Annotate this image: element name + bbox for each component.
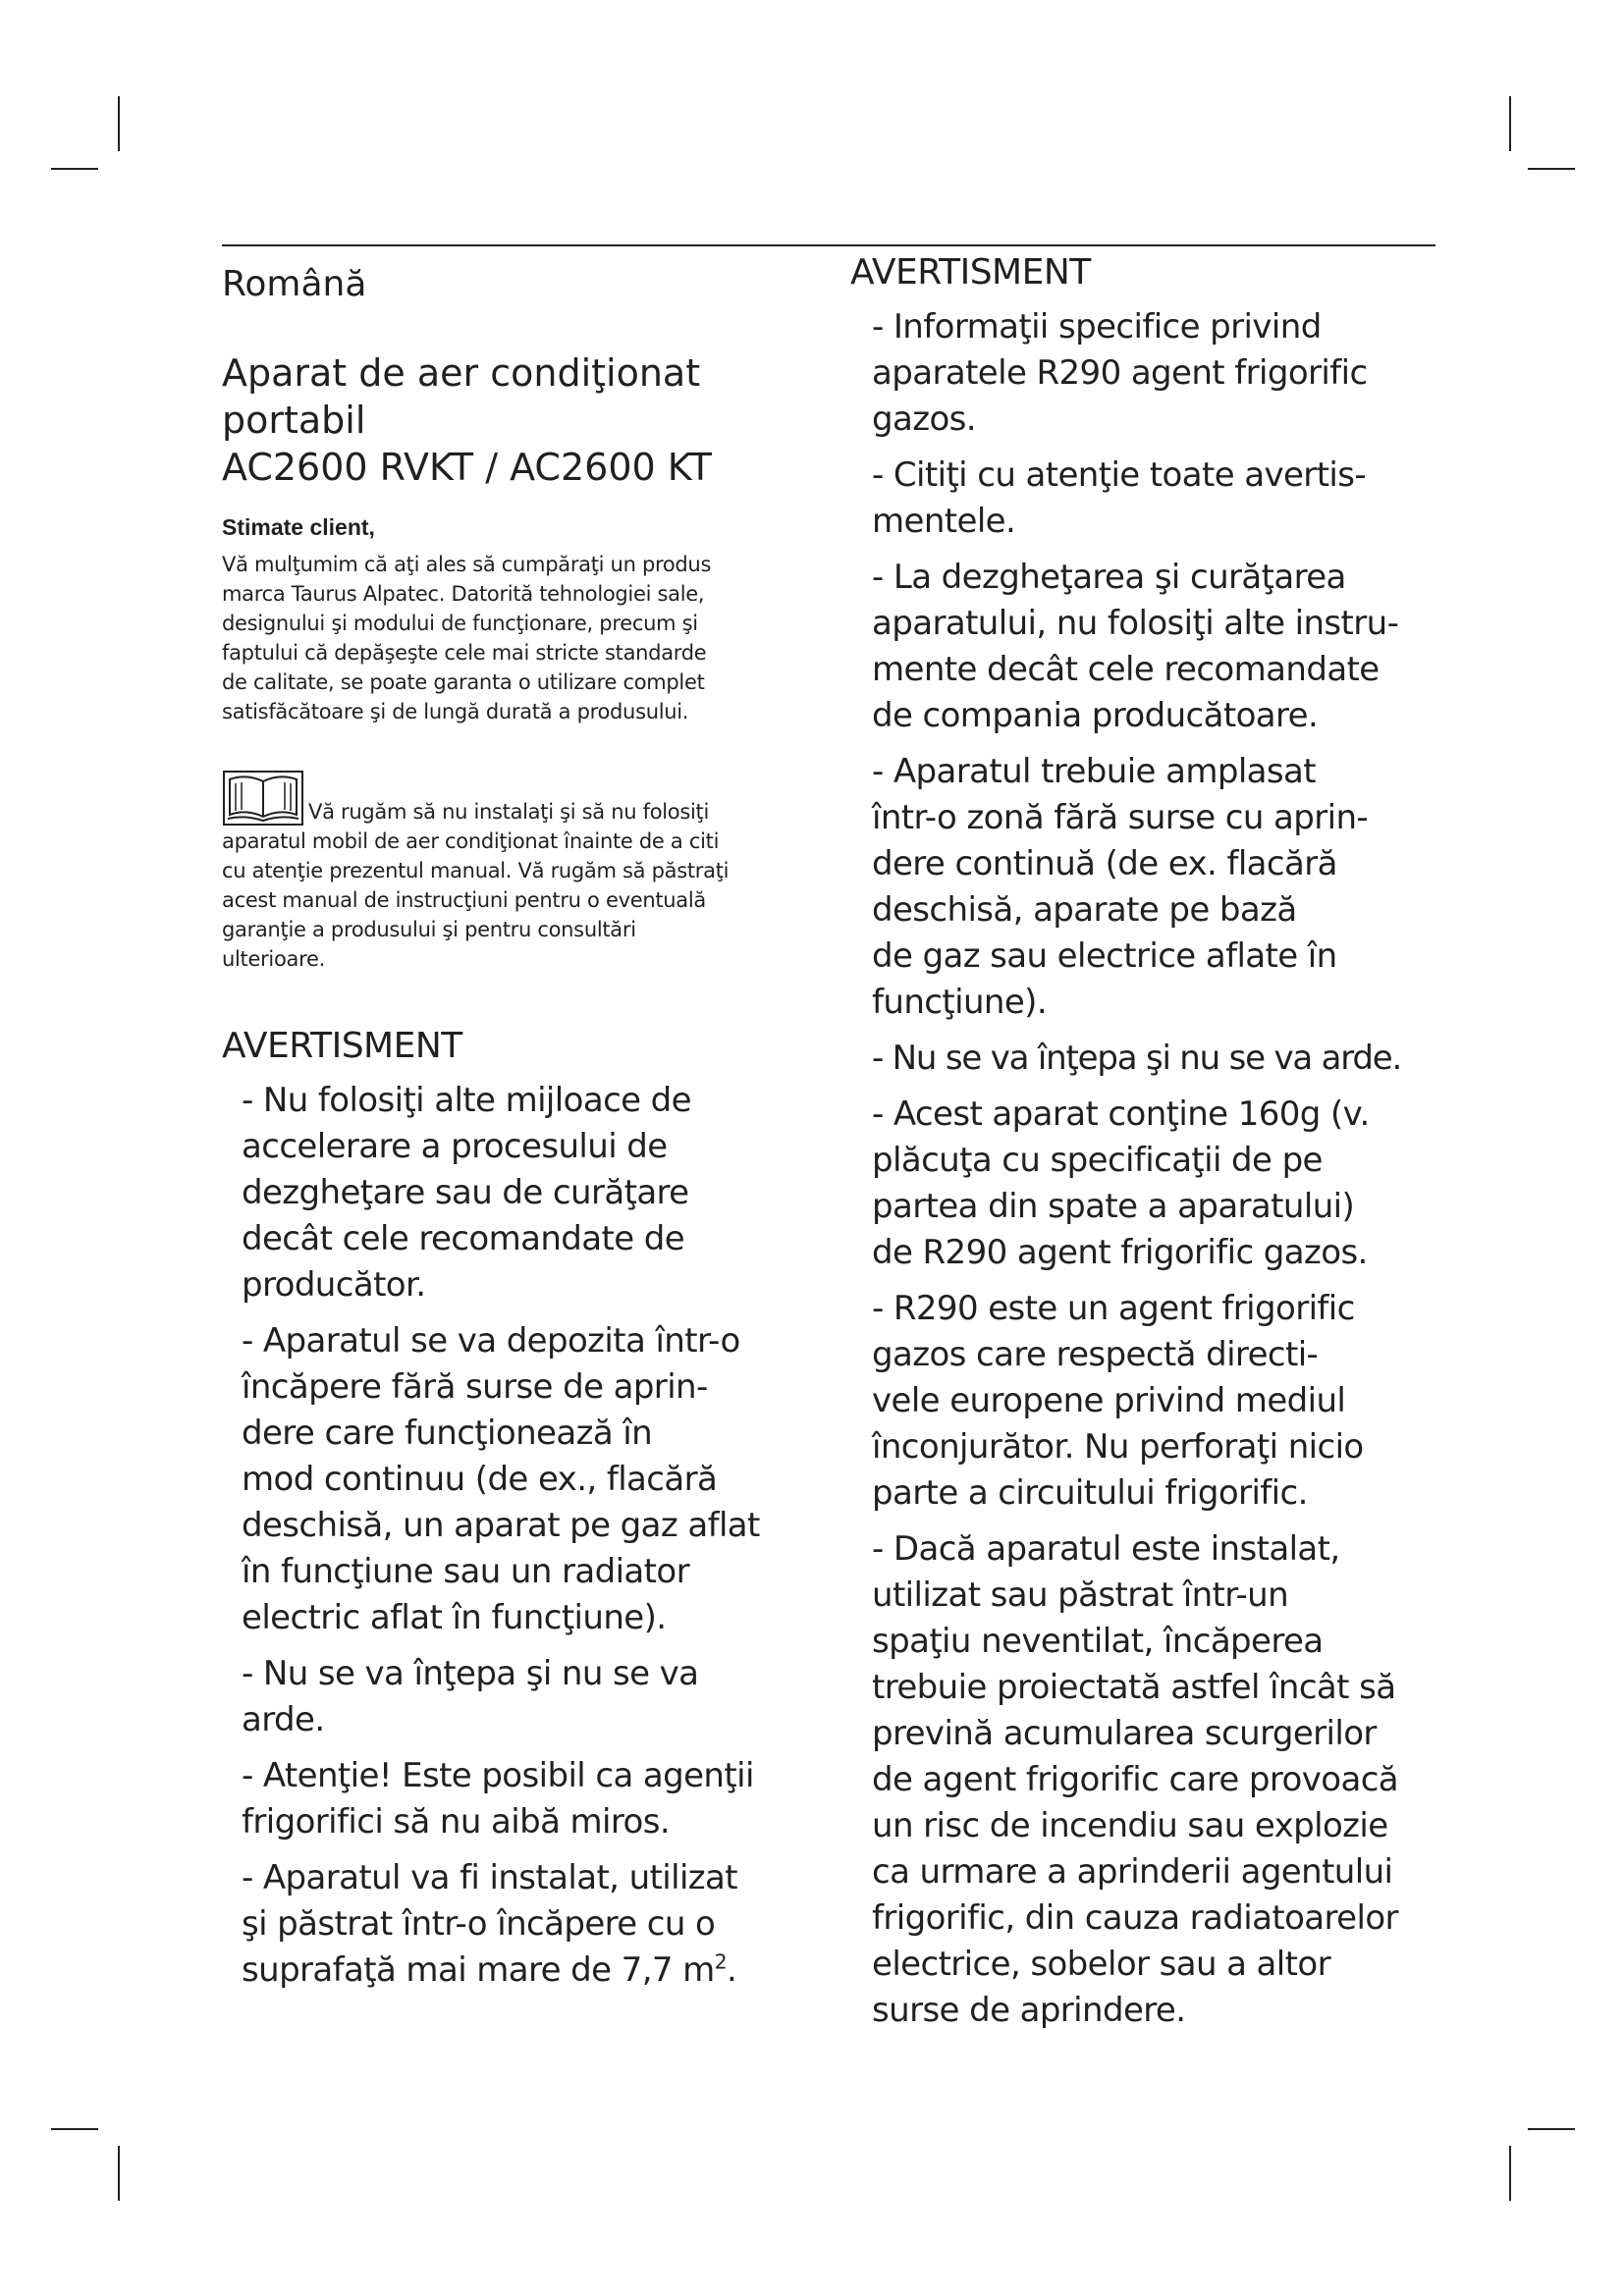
warning-line: aparatului, nu folosiţi alte instru- <box>872 604 1399 643</box>
warning-line: decât cele recomandate de <box>242 1219 685 1258</box>
language-label: Română <box>222 264 367 304</box>
warning-line: trebuie proiectată astfel încât să <box>872 1668 1396 1707</box>
warning-item <box>872 555 1439 739</box>
warning-line: - Dacă aparatul este instalat, <box>872 1529 1340 1569</box>
warning-line: gazos. <box>872 400 976 439</box>
warning-line: mente decât cele recomandate <box>872 650 1380 689</box>
warning-line: dere care funcţionează în <box>242 1414 653 1453</box>
warning-line: într-o zonă fără surse cu aprin- <box>872 798 1369 837</box>
intro-line: satisfăcătoare şi de lungă durată a produsului. <box>222 700 689 723</box>
warning-line: - Nu se va înţepa şi nu se va arde. <box>872 1039 1402 1078</box>
warning-line: - Atenţie! Este posibil ca agenţii <box>242 1756 754 1795</box>
warning-line: frigorifici să nu aibă miros. <box>242 1802 671 1842</box>
warning-line: electrice, sobelor sau a altor <box>872 1945 1330 1984</box>
notice-line: garanţie a produsului şi pentru consultări <box>222 918 636 941</box>
warning-line: - R290 este un agent frigorific <box>872 1289 1355 1328</box>
notice-line: acest manual de instrucţiuni pentru o eventuală <box>222 888 706 912</box>
warning-item <box>872 749 1439 1026</box>
crop-mark <box>1528 168 1575 170</box>
warning-line: - Informaţii specifice privind <box>872 307 1322 347</box>
warning-item <box>242 1318 811 1641</box>
crop-mark <box>51 2128 98 2130</box>
warning-line: gazos care respectă directi- <box>872 1335 1319 1374</box>
warning-item <box>872 1286 1439 1517</box>
intro-line: marca Taurus Alpatec. Datorită tehnologiei sale, <box>222 582 705 606</box>
warning-line: şi păstrat într-o încăpere cu o <box>242 1904 716 1944</box>
warning-line: în funcţiune sau un radiator <box>242 1552 689 1591</box>
warning-line: de R290 agent frigorific gazos. <box>872 1233 1368 1272</box>
crop-mark <box>51 168 98 170</box>
warning-line: vele europene privind mediul <box>872 1381 1346 1420</box>
warning-line: de compania producătoare. <box>872 696 1319 735</box>
warning-line: de agent frigorific care provoacă <box>872 1760 1399 1799</box>
product-title-line: AC2600 RVKT / AC2600 KT <box>222 446 712 489</box>
warning-line: - Aparatul se va depozita într-o <box>242 1321 740 1361</box>
warning-item <box>242 1753 811 1845</box>
warning-line: mentele. <box>872 502 1016 541</box>
warning-line: - Nu se va înţepa şi nu se va <box>242 1654 699 1693</box>
warning-line: - Aparatul va fi instalat, utilizat <box>242 1858 738 1897</box>
top-rule <box>222 244 1435 246</box>
manual-notice <box>222 770 811 974</box>
warning-line: partea din spate a aparatului) <box>872 1187 1355 1226</box>
notice-line: cu atenţie prezentul manual. Vă rugăm să păstraţi <box>222 859 730 882</box>
warning-item <box>872 1092 1439 1276</box>
notice-line: aparatul mobil de aer condiţionat înainte de a citi <box>222 829 720 853</box>
intro-line: faptului că depăşeşte cele mai stricte standarde <box>222 641 707 665</box>
intro-line: Vă mulţumim că aţi ales să cumpăraţi un produs <box>222 553 712 576</box>
warning-line: înconjurător. Nu perforaţi nicio <box>872 1427 1364 1467</box>
warning-line: surse de aprindere. <box>872 1991 1186 2030</box>
warning-line: - Acest aparat conţine 160g (v. <box>872 1095 1370 1134</box>
warning-line: deschisă, aparate pe bază <box>872 890 1297 930</box>
warning-line: spaţiu neventilat, încăperea <box>872 1622 1324 1661</box>
superscript: 2 <box>714 1949 728 1974</box>
warning-line: ca urmare a aprinderii agentului <box>872 1852 1393 1892</box>
warning-line-text: suprafaţă mai mare de 7,7 m <box>242 1950 715 1990</box>
warning-item <box>872 304 1439 443</box>
crop-mark <box>1509 96 1511 151</box>
product-title <box>222 349 811 491</box>
warning-line: dere continuă (de ex. flacără <box>872 844 1337 883</box>
warning-line: producător. <box>242 1265 426 1305</box>
warning-line: - Nu folosiţi alte mijloace de <box>242 1081 691 1120</box>
warning-item <box>872 1526 1439 2034</box>
warning-line: parte a circuitului frigorific. <box>872 1473 1308 1513</box>
warning-heading: AVERTISMENT <box>222 1026 462 1066</box>
warning-list <box>850 304 1439 2034</box>
warning-line: prevină acumularea scurgerilor <box>872 1714 1377 1753</box>
warning-line: plăcuţa cu specificaţii de pe <box>872 1141 1323 1180</box>
warning-line: - La dezgheţarea şi curăţarea <box>872 558 1346 597</box>
warning-line: electric aflat în funcţiune). <box>242 1598 667 1637</box>
warning-line: accelerare a procesului de <box>242 1127 668 1166</box>
warning-item <box>242 1078 811 1308</box>
warning-line: frigorific, din cauza radiatoarelor <box>872 1898 1398 1938</box>
intro-paragraph <box>222 550 811 726</box>
warning-item <box>872 453 1439 545</box>
warning-item <box>242 1651 811 1743</box>
warning-line: mod continuu (de ex., flacără <box>242 1460 718 1499</box>
warning-line: deschisă, un aparat pe gaz aflat <box>242 1506 760 1545</box>
left-column <box>222 257 811 2003</box>
warning-heading: AVERTISMENT <box>850 252 1091 293</box>
warning-line: încăpere fără surse de aprin- <box>242 1367 708 1407</box>
warning-list <box>222 1078 811 1994</box>
open-book-icon <box>222 770 304 827</box>
warning-line: de gaz sau electrice aflate în <box>872 936 1337 976</box>
warning-line: - Citiţi cu atenţie toate avertis- <box>872 455 1367 495</box>
crop-mark <box>118 96 120 151</box>
greeting: Stimate client, <box>222 514 375 540</box>
warning-line: utilizat sau păstrat într-un <box>872 1575 1289 1615</box>
warning-item <box>242 1855 811 1994</box>
warning-line <box>242 1948 811 1994</box>
notice-line: ulterioare. <box>222 947 325 971</box>
right-column <box>850 252 1439 2044</box>
crop-mark <box>1528 2128 1575 2130</box>
intro-line: de calitate, se poate garanta o utilizare complet <box>222 670 705 694</box>
warning-line: funcţiune). <box>872 983 1048 1022</box>
product-title-line: Aparat de aer condiţionat <box>222 351 701 395</box>
warning-line: un risc de incendiu sau explozie <box>872 1806 1388 1845</box>
warning-line: dezgheţare sau de curăţare <box>242 1173 689 1212</box>
warning-line: aparatele R290 agent frigorific <box>872 353 1368 393</box>
product-title-line: portabil <box>222 399 366 442</box>
crop-mark <box>1509 2146 1511 2201</box>
intro-line: designului şi modului de funcţionare, precum şi <box>222 612 698 635</box>
warning-line: arde. <box>242 1700 325 1739</box>
warning-line-end: . <box>727 1950 737 1990</box>
notice-line: Vă rugăm să nu instalaţi şi să nu folosiţi <box>308 800 709 824</box>
warning-item <box>872 1036 1439 1082</box>
warning-line: - Aparatul trebuie amplasat <box>872 752 1316 791</box>
crop-mark <box>118 2146 120 2201</box>
